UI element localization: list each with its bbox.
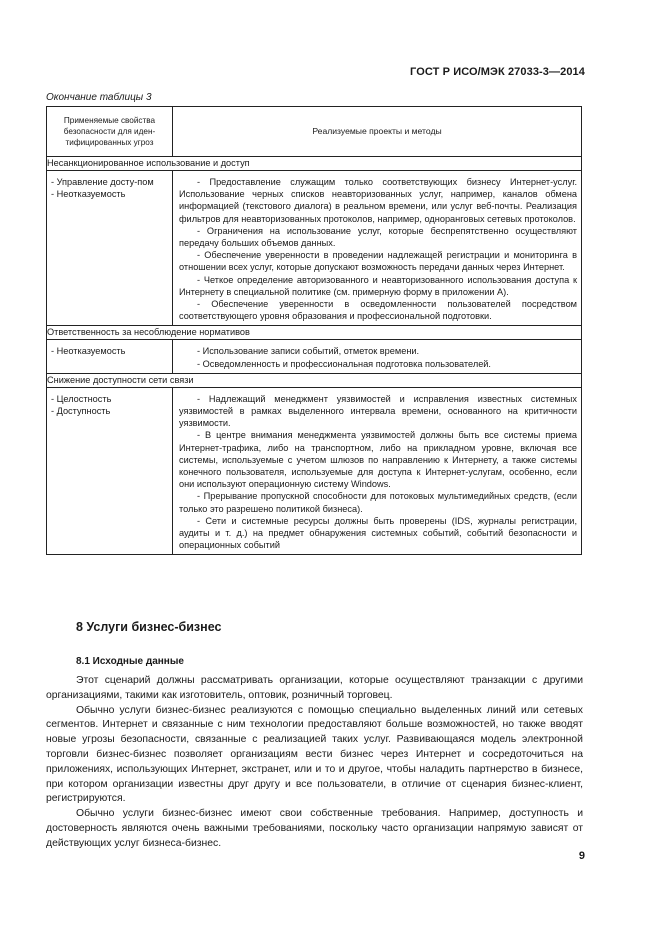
section-title: Ответственность за несоблюдение нормативов <box>47 326 582 340</box>
method-item: - Четкое определение авторизованного и неавторизованного использования доступа к Интернету в специальной политике (см. примерную форму в приложении А). <box>179 274 577 297</box>
property-item: - Неотказуемость <box>51 189 126 200</box>
method-item: - Обеспечение уверенности в проведении надлежащей регистрации и мониторинга в отношении всех услуг, которые допускают возможность передачи данных через Интернет. <box>179 250 577 273</box>
methods-cell <box>173 340 582 373</box>
property-cell <box>47 171 173 326</box>
method-item: - В центре внимания менеджмента уязвимостей должны быть все системы приема Интернет-трафика, либо на транспортном, либо на прикладном уровне, включая все системы, используемые с учетом шлюзов по направлению к Интернету, а также системы конечного пользователя, используемые для доступа к Интернет-услугам, особенно, если они используют операционную систему Windows. <box>179 430 577 490</box>
property-item: - Доступность <box>51 406 111 417</box>
methods-cell <box>173 387 582 555</box>
method-item: - Осведомленность и профессиональная подготовка пользователей. <box>197 358 491 369</box>
section-title: Несанкционированное использование и доступ <box>47 157 582 171</box>
table-caption: Окончание таблицы 3 <box>46 92 152 103</box>
paragraph: Обычно услуги бизнес-бизнес имеют свои собственные требования. Например, доступность и достоверность являются очень важными требованиями, поскольку часто организации напрямую зависят от действующих услуг бизнеса-бизнес. <box>46 808 583 849</box>
subsection-heading: 8.1 Исходные данные <box>76 656 184 667</box>
section-row <box>47 157 582 171</box>
table-row <box>47 387 582 555</box>
methods-table <box>46 106 582 555</box>
property-item: - Управление досту-пом <box>51 177 154 187</box>
body-text <box>46 674 583 852</box>
method-item: - Надлежащий менеджмент уязвимостей и исправления известных системных уязвимостей в рамках выделенного интервала времени, основанного на критичности уязвимости. <box>179 393 577 429</box>
section-row <box>47 326 582 340</box>
property-cell <box>47 387 173 555</box>
methods-cell <box>173 171 582 326</box>
paragraph: Обычно услуги бизнес-бизнес реализуются с помощью специально выделенных линий или сетевых сегментов. Интернет и связанные с ним технологии предоставляют больше возможностей, но также вводят новые угрозы безопасности, связанные с реализацией таких услуг. Развивающаяся модель электронной торговли бизнес-бизнес позволяет организациям вести бизнес через Интернет и сосредоточиться на приложениях, использующих Интернет, экстранет, или и то и другое, чтобы наладить партнерство в бизнесе, при котором организации известны друг другу и все пользователи, в отличие от сценария бизнес-клиент, регистрируются. <box>46 704 583 805</box>
table-row <box>47 171 582 326</box>
method-item: - Сети и системные ресурсы должны быть проверены (IDS, журналы регистрации, аудиты и т. д.) на предмет обнаружения системных событий, событий безопасности и операционных событий <box>179 515 577 551</box>
table-header-row <box>47 107 582 157</box>
property-cell <box>47 340 173 373</box>
property-item: - Неотказуемость <box>51 346 126 357</box>
section-title: Снижение доступности сети связи <box>47 373 582 387</box>
standard-designation: ГОСТ Р ИСО/МЭК 27033-3—2014 <box>410 66 585 78</box>
method-item: - Использование записи событий, отметок времени. <box>197 346 420 357</box>
col2-header: Реализуемые проекты и методы <box>173 107 582 157</box>
method-item: - Ограничения на использование услуг, которые беспрепятственно осуществляют передачу больших объемов данных. <box>179 225 577 249</box>
table-row <box>47 340 582 373</box>
col1-header: Применяемые свойства безопасности для иден-тифицированных угроз <box>47 107 173 157</box>
page-number: 9 <box>578 850 585 862</box>
method-item: - Прерывание пропускной способности для потоковых мультимедийных средств, (если только это разрешено политикой бизнеса). <box>179 491 577 514</box>
property-item: - Целостность <box>51 393 112 404</box>
section-heading: 8 Услуги бизнес-бизнес <box>76 620 222 634</box>
method-item: - Предоставление служащим только соответствующих бизнесу Интернет-услуг. Использование черных списков неавторизованных услуг, например, каналов обмена информацией (текстового диалога) в реальном времени, или услуг веб-почты. Реализация фильтров для неавторизованных протоколов, например, одноранговых сетевых протоколов. <box>179 177 577 224</box>
method-item: - Обеспечение уверенности в осведомленности пользователей посредством соответствующего уровня образования и профессиональной подготовки. <box>179 299 577 322</box>
section-row <box>47 373 582 387</box>
paragraph: Этот сценарий должны рассматривать организации, которые осуществляют транзакции с другими организациями, такими как изготовитель, оптовик, розничный торговец. <box>46 675 583 701</box>
